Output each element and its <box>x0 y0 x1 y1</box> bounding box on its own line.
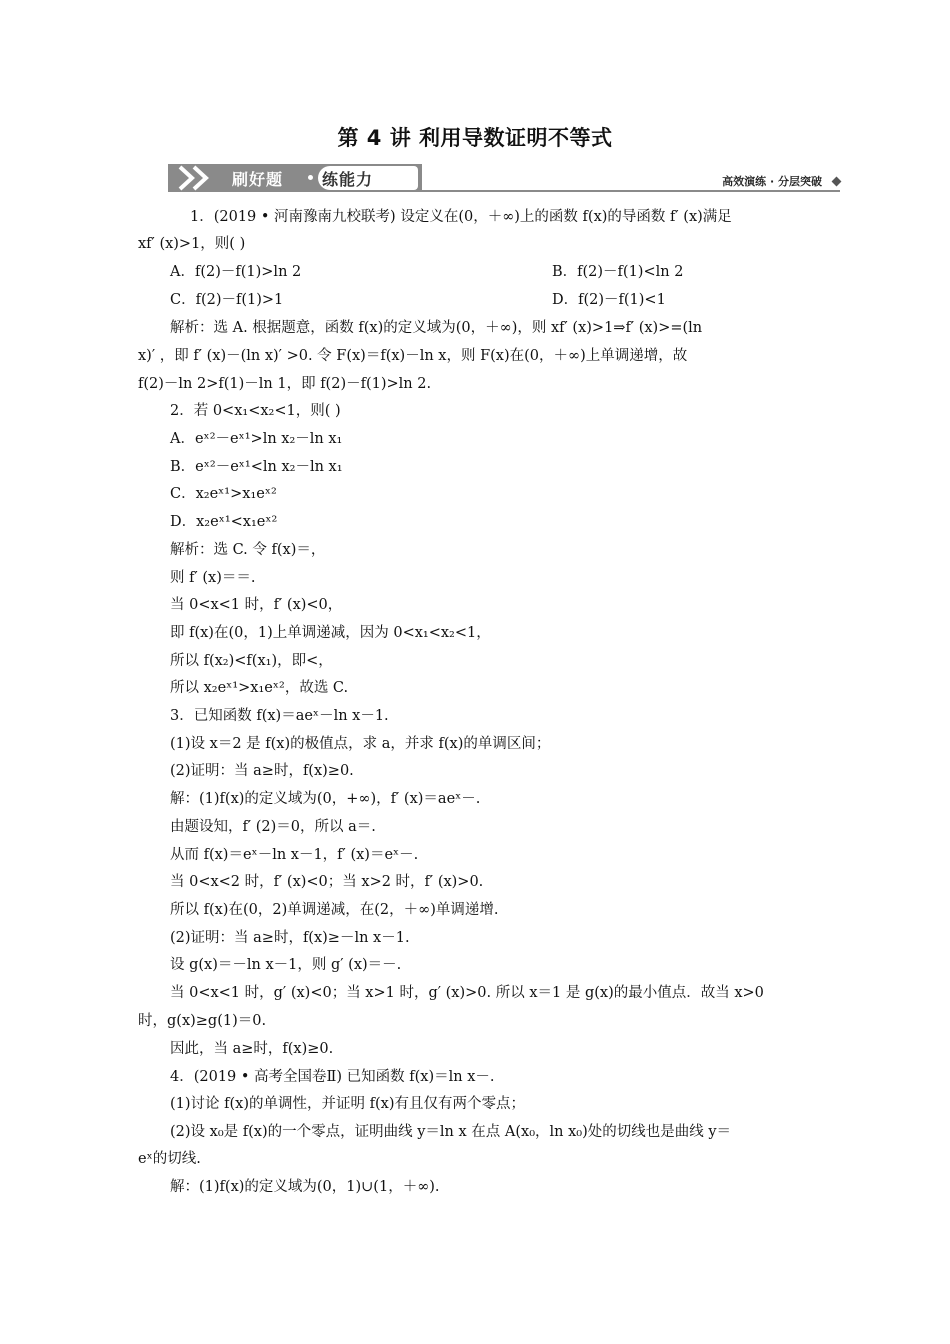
text-line: C．f(2)－f(1)>1 <box>170 292 284 308</box>
option-b: B．f(2)－f(1)<ln 2 <box>552 264 684 280</box>
text-line: (1)讨论 f(x)的单调性，并证明 f(x)有且仅有两个零点； <box>170 1096 525 1112</box>
text-line: 2．若 0<x₁<x₂<1，则( ) <box>170 403 341 419</box>
text-line: 解：(1)f(x)的定义域为(0，+∞)，f′ (x)＝aeˣ－. <box>170 791 481 807</box>
text-line: 解析：选 C. 令 f(x)＝， <box>170 542 326 558</box>
text-line: f(2)－ln 2>f(1)－ln 1，即 f(2)－f(1)>ln 2. <box>138 376 432 392</box>
banner-left-label: 刷好题 <box>232 170 284 189</box>
text-line: 当 0<x<2 时，f′ (x)<0；当 x>2 时，f′ (x)>0. <box>170 874 484 890</box>
banner-sub-label: 高效演练 · 分层突破 <box>722 175 822 188</box>
text-line: (1)设 x＝2 是 f(x)的极值点，求 a，并求 f(x)的单调区间； <box>170 736 551 752</box>
text-line: 1．(2019 • 河南豫南九校联考) 设定义在(0，＋∞)上的函数 f(x)的导函数 f′ (x)满足 <box>190 209 732 225</box>
text-line: 解析：选 A. 根据题意，函数 f(x)的定义域为(0，＋∞)，则 xf′ (x)>1⇒f′ (x)>=(ln <box>170 320 703 336</box>
banner-right-label: 练能力 <box>322 170 374 189</box>
diamond-icon <box>832 177 842 187</box>
banner-rule <box>422 190 840 192</box>
text-line: A．f(2)－f(1)>ln 2 <box>170 264 302 280</box>
text-line: (2)设 x₀是 f(x)的一个零点，证明曲线 y＝ln x 在点 A(x₀，ln x₀)处的切线也是曲线 y＝ <box>170 1124 732 1140</box>
text-line: 所以 f(x₂)<f(x₁)，即<， <box>170 653 333 669</box>
text-line: B．eˣ²－eˣ¹<ln x₂－ln x₁ <box>170 459 343 475</box>
text-line: 由题设知，f′ (2)＝0，所以 a＝. <box>170 819 376 835</box>
text-line: A．eˣ²－eˣ¹>ln x₂－ln x₁ <box>170 431 343 447</box>
option-d: D．f(2)－f(1)<1 <box>552 292 666 308</box>
text-line: 解：(1)f(x)的定义域为(0，1)∪(1，＋∞). <box>170 1179 440 1195</box>
text-line: 从而 f(x)＝eˣ－ln x－1，f′ (x)＝eˣ－. <box>170 847 419 863</box>
banner-separator-dot <box>308 175 313 180</box>
section-banner <box>168 164 840 192</box>
text-line: 4．(2019 • 高考全国卷Ⅱ) 已知函数 f(x)＝ln x－. <box>170 1069 495 1085</box>
text-line: 则 f′ (x)＝＝. <box>170 570 256 586</box>
text-line: 3．已知函数 f(x)＝aeˣ－ln x－1. <box>170 708 389 724</box>
text-line: (2)证明：当 a≥时，f(x)≥－ln x－1. <box>170 930 410 946</box>
text-line: 所以 x₂eˣ¹>x₁eˣ²，故选 C. <box>170 680 349 696</box>
text-line: (2)证明：当 a≥时，f(x)≥0. <box>170 763 354 779</box>
text-line: 时，g(x)≥g(1)＝0. <box>138 1013 267 1029</box>
text-line: xf′ (x)>1，则( ) <box>138 236 246 252</box>
text-line: 当 0<x<1 时，g′ (x)<0；当 x>1 时，g′ (x)>0. 所以 x＝1 是 g(x)的最小值点．故当 x>0 <box>170 985 764 1001</box>
text-line: eˣ的切线. <box>138 1151 201 1167</box>
text-line: 当 0<x<1 时，f′ (x)<0， <box>170 597 343 613</box>
text-line: C．x₂eˣ¹>x₁eˣ² <box>170 486 277 502</box>
double-chevron-icon <box>172 165 222 191</box>
text-line: 设 g(x)＝－ln x－1，则 g′ (x)＝－. <box>170 957 402 973</box>
page-title: 第 4 讲 利用导数证明不等式 <box>337 126 613 150</box>
text-line: x)′ ，即 f′ (x)－(ln x)′ >0. 令 F(x)＝f(x)－ln x，则 F(x)在(0，＋∞)上单调递增，故 <box>138 348 688 364</box>
text-line: D．x₂eˣ¹<x₁eˣ² <box>170 514 278 530</box>
text-line: 因此，当 a≥时，f(x)≥0. <box>170 1041 334 1057</box>
text-line: 即 f(x)在(0，1)上单调递减，因为 0<x₁<x₂<1， <box>170 625 491 641</box>
text-line: 所以 f(x)在(0，2)单调递减，在(2，＋∞)单调递增. <box>170 902 499 918</box>
